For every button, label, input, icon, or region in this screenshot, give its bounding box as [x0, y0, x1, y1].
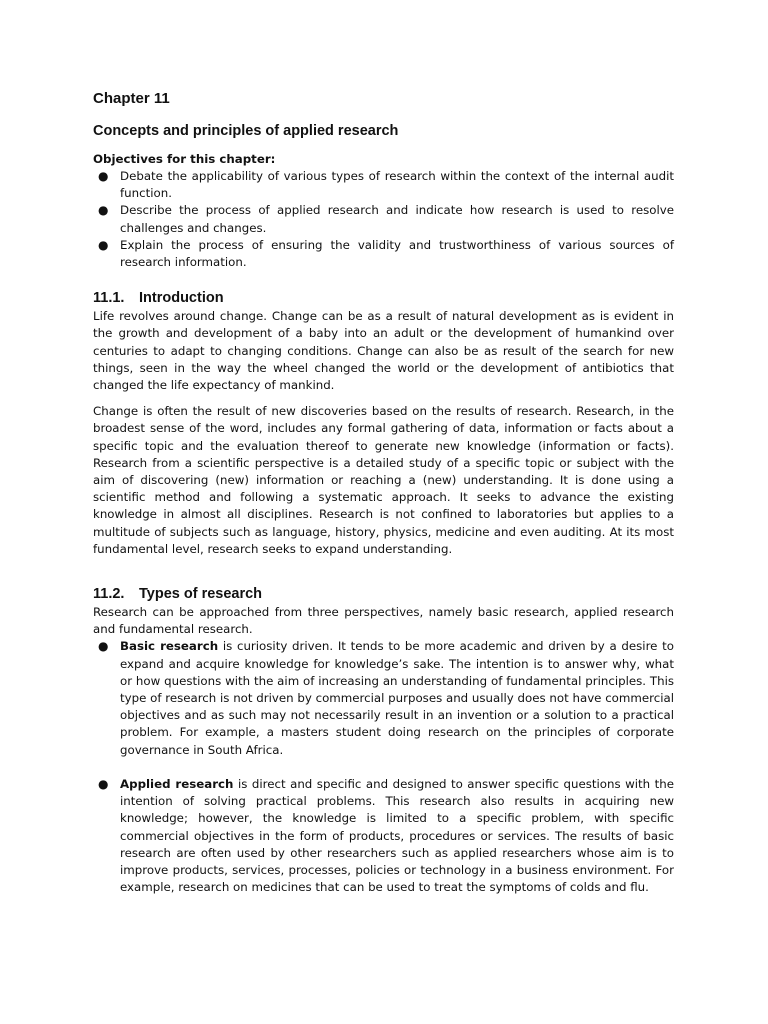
objective-item	[93, 202, 674, 236]
bullet-icon: ●	[98, 237, 109, 252]
list-spacer	[93, 759, 674, 776]
research-type-item	[93, 638, 674, 758]
objectives-list	[93, 168, 674, 271]
section-title: Types of research	[139, 586, 263, 603]
section-intro: Research can be approached from three perspectives, namely basic research, applied research and fundamental research.	[93, 605, 674, 637]
bullet-icon: ●	[98, 639, 109, 654]
objective-item	[93, 237, 674, 271]
section-heading-introduction	[93, 288, 674, 308]
bullet-icon: ●	[98, 169, 109, 183]
objectives-heading: Objectives for this chapter:	[93, 152, 276, 166]
term-basic-research: Basic research	[120, 639, 219, 654]
paragraph: Change is often the result of new discoveries based on the results of research. Research, in the broadest sense of the word, includes any formal gathering of data, information or facts about a specific topic and the evaluation thereof to generate new knowledge (information or facts). Research from a scientific perspective is a detailed study of a specific topic or subject with the aim of discovering (new) information or reaching a (new) understanding. It is done using a scientific method and following a systematic approach. It seeks to advance the existing knowledge in almost all disciplines. Research is not confined to laboratories but applies to a multitude of subjects such as language, history, physics, medicine and even auditing. At its most fundamental level, research seeks to expand understanding.	[93, 404, 674, 556]
objective-text: Debate the applicability of various types of research within the context of the internal audit function.	[120, 169, 674, 201]
objective-text: Describe the process of applied research and indicate how research is used to resolve challenges and changes.	[120, 203, 674, 235]
section-title: Introduction	[139, 290, 224, 307]
research-types-list	[93, 638, 674, 896]
bullet-icon: ●	[98, 776, 109, 791]
term-description: is direct and specific and designed to answer specific questions with the intention of solving practical problems. This research also results in acquiring new knowledge; however, the knowledge is limited to a specific problem, with specific commercial objectives in the form of products, procedures or services. The results of basic research are often used by other researchers such as applied researchers whose aim is to improve products, services, processes, policies or technology in a business environment. For example, research on medicines that can be used to treat the symptoms of colds and flu.	[120, 776, 675, 895]
section-number: 11.1.	[93, 290, 125, 307]
chapter-subtitle: Concepts and principles of applied research	[93, 123, 399, 139]
chapter-title: Chapter 11	[93, 90, 170, 107]
bullet-icon: ●	[98, 203, 109, 218]
paragraph: Life revolves around change. Change can be as a result of natural development as is evident in the growth and development of a baby into an adult or the development of humankind over centuries to adapt to changing conditions. Change can also be as result of the search for new things, seen in the way the wheel changed the world or the development of antibiotics that changed the life expectancy of mankind.	[93, 309, 674, 393]
objective-item	[93, 168, 674, 202]
term-applied-research: Applied research	[120, 776, 234, 791]
term-description: is curiosity driven. It tends to be more academic and driven by a desire to expand and acquire knowledge for knowledge’s sake. The intention is to answer why, what or how questions with the aim of increasing an understanding of fundamental principles. This type of research is not driven by commercial purposes and usually does not have commercial objectives and as such may not necessarily result in an invention or a solution to a practical problem. For example, a masters student doing research on the principles of corporate governance in South Africa.	[120, 639, 674, 757]
objective-text: Explain the process of ensuring the validity and trustworthiness of various sources of research information.	[120, 237, 674, 270]
section-heading-types-of-research	[93, 584, 674, 604]
research-type-item	[93, 776, 674, 896]
section-number: 11.2.	[93, 586, 125, 603]
page-content	[93, 88, 674, 896]
